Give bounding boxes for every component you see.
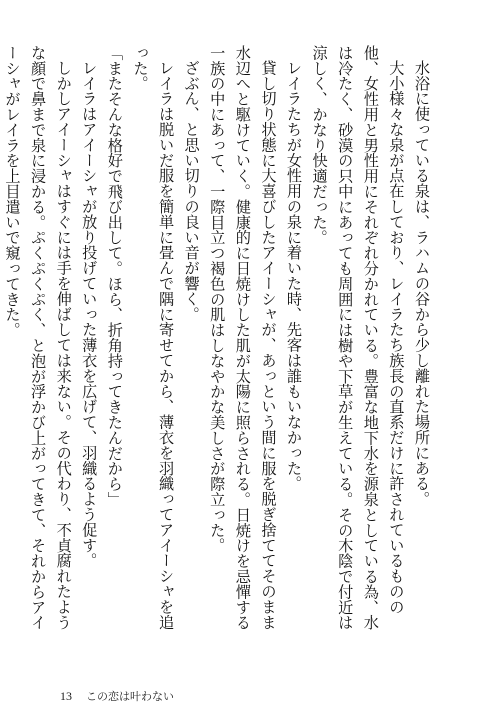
paragraph-5: ざぶん、と思い切りの良い音が響く。 [182,60,201,322]
book-title: この恋は叶わない [86,691,174,703]
page-number: 13 [60,689,72,703]
paragraph-6: レイラは脱いだ服を簡単に畳んで隅に寄せてから、薄衣を羽織ってアイーシャを追った。 [131,45,176,630]
paragraph-8: しかしアイーシャはすぐには手を伸ばしては来ない。その代わり、不貞腐れたような顔で鼻まで泉に浸かる。ぷくぷくぷく、と泡が浮かび上がってきて、それからアイーシャがレイラを上目遣いで窺ってきた。 [3,45,73,631]
dialogue-1: 「またそんな格好で飛び出して。ほら、折角持ってきたんだから」 [105,45,124,507]
paragraph-2: 大小様々な泉が点在しており、レイラたち族長の直系だけに許されているものの他、女性用と男性用にそれぞれ分かれている。豊富な地下水を源泉としている為、水は冷たく、砂漠の只中にあっても周囲には樹や下草が生えている。その木陰で付近は涼しく、かなり快適だった。 [310,45,406,631]
paragraph-3: レイラたちが女性用の泉に着いた時、先客は誰もいなかった。 [285,60,304,492]
paragraph-7: レイラはアイーシャが放り投げていった薄衣を広げて、羽織るよう促す。 [80,60,99,569]
paragraph-4: 貸し切り状態に大喜びしたアイーシャが、あっという間に服を脱ぎ捨ててそのまま水辺へと駆けていく。健康的に日焼けした肌が太陽に照らされる。日焼けを忌憚する一族の中にあって、一際目立つ褐色の肌はしなやかな美しさが際立った。 [208,45,278,631]
paragraph-1: 水浴に使っている泉は、ラハムの谷から少し離れた場所にある。 [413,60,431,507]
page-footer [60,688,174,704]
body-text [0,45,434,645]
